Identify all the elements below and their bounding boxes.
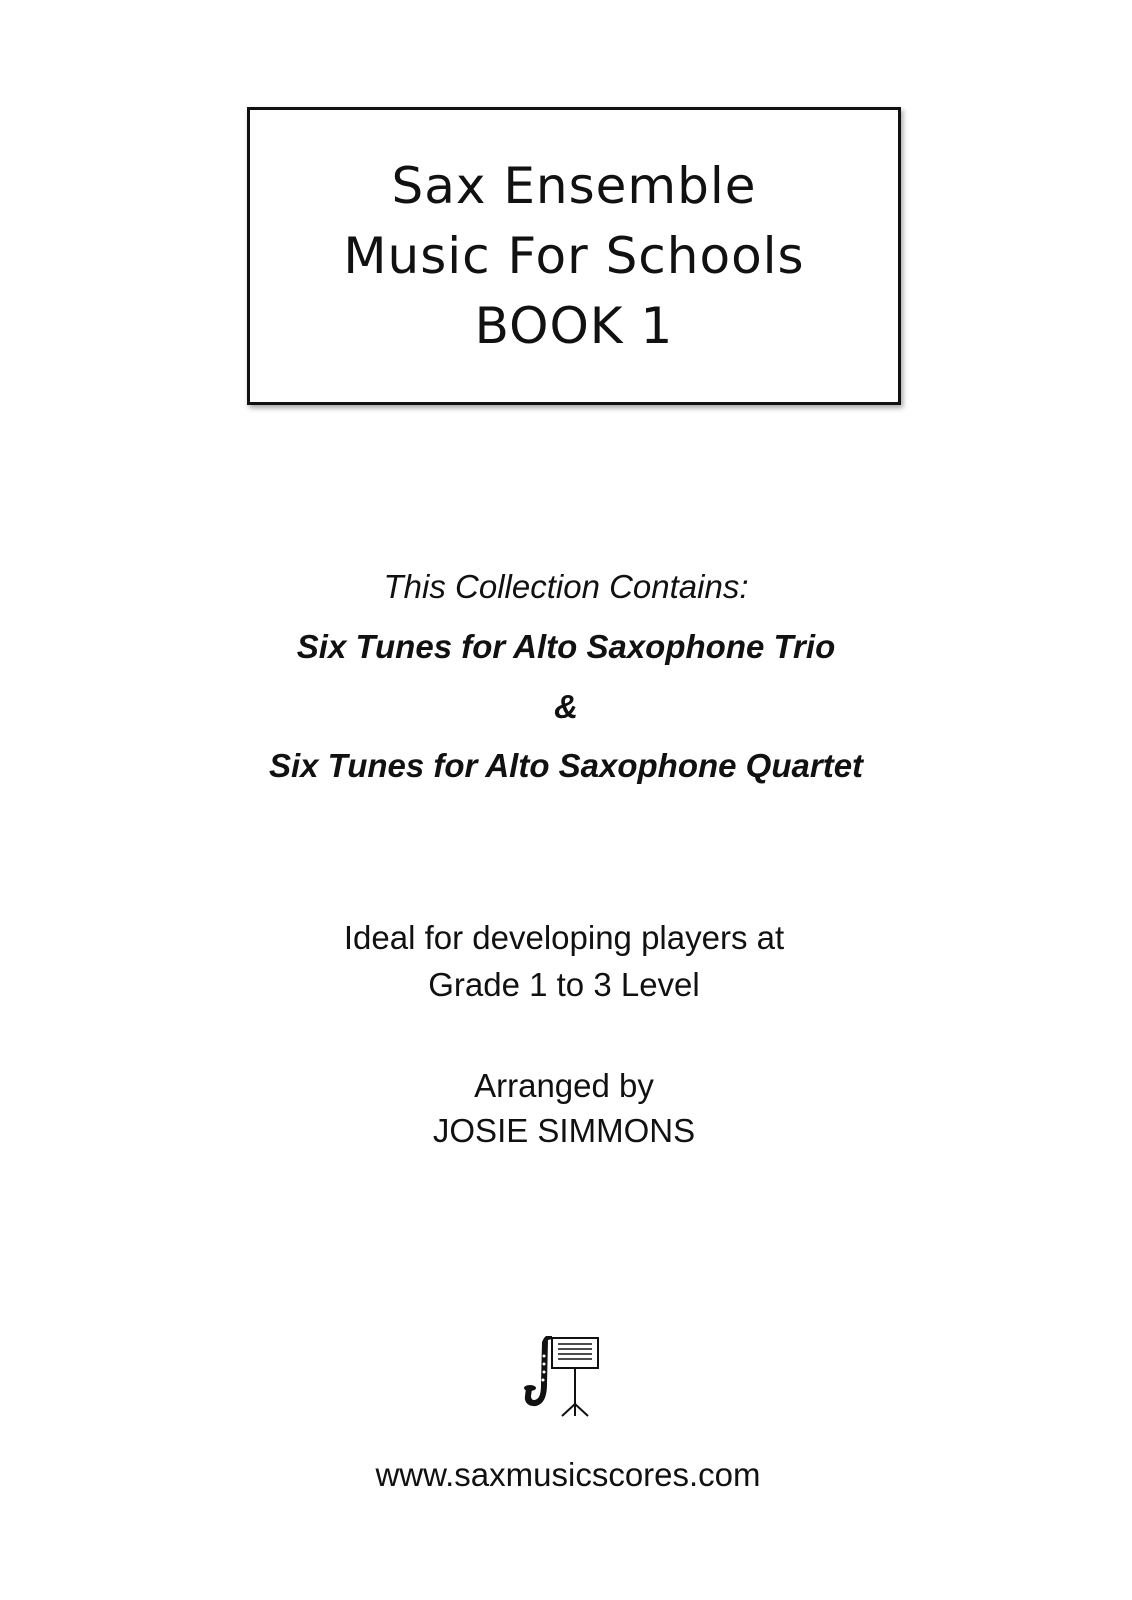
level-line-2: Grade 1 to 3 Level — [428, 966, 700, 1003]
arranger-name: JOSIE SIMMONS — [432, 1112, 696, 1149]
collection-item-quartet: Six Tunes for Alto Saxophone Quartet — [268, 747, 864, 784]
saxophone-music-stand-icon — [522, 1334, 602, 1418]
title-box — [247, 107, 901, 405]
arranged-by-label: Arranged by — [474, 1067, 654, 1104]
title-line-3: BOOK 1 — [474, 297, 674, 355]
level-line-1: Ideal for developing players at — [343, 919, 785, 956]
collection-intro: This Collection Contains: — [383, 568, 749, 605]
collection-item-trio: Six Tunes for Alto Saxophone Trio — [296, 628, 836, 665]
collection-connector: & — [554, 688, 578, 725]
title-line-1: Sax Ensemble — [391, 157, 757, 215]
website-url: www.saxmusicscores.com — [375, 1456, 761, 1493]
title-line-2: Music For Schools — [343, 227, 805, 285]
